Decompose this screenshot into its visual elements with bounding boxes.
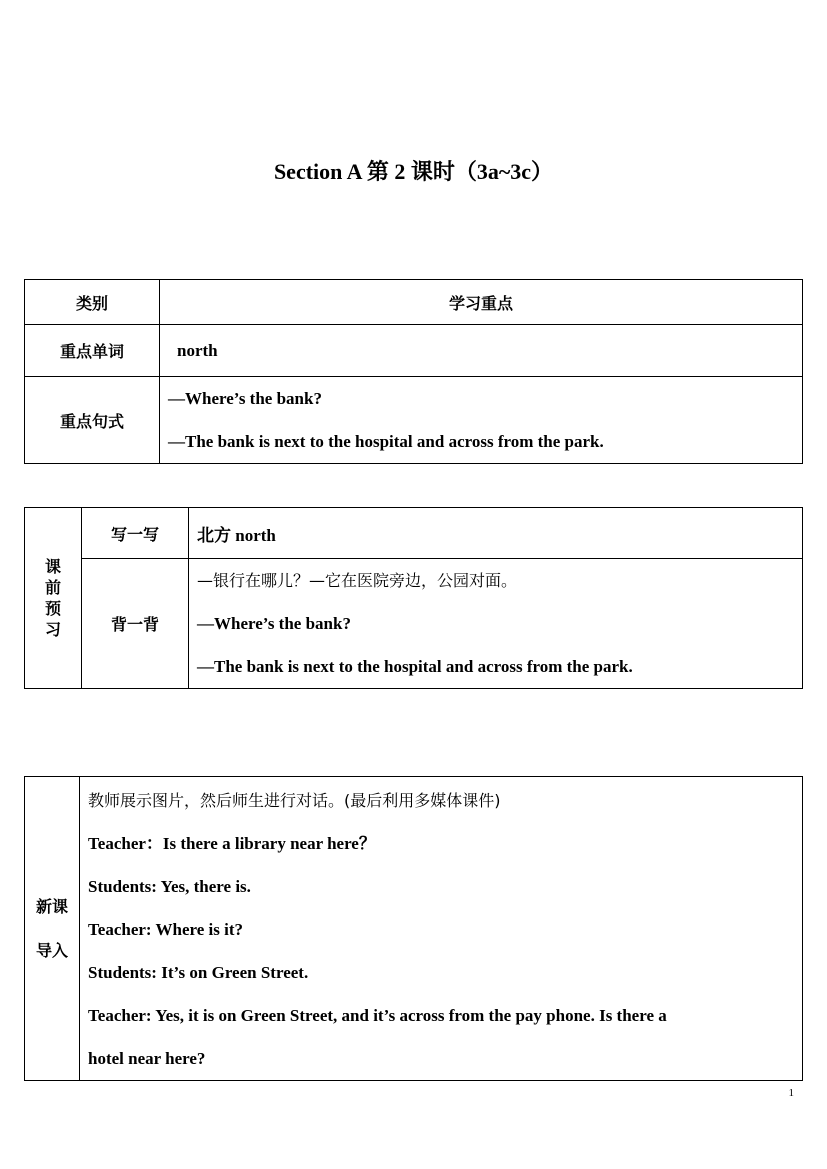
section-char: 课 [44,557,61,576]
intro-line: Students: It’s on Green Street. [88,963,309,982]
table-row [25,325,803,377]
table-row [25,559,803,689]
intro-line: Teacher：Is there a library near here？ [88,834,376,853]
section-label-line: 新课 [35,896,68,916]
intro-content [80,777,803,1081]
recite-line: —Where’s the bank? [197,614,351,633]
row-content-sentences [160,377,803,464]
row-content-words: north [160,325,803,377]
row-label-write: 写一写 [82,508,189,559]
header-focus: 学习重点 [160,280,803,325]
intro-line: Teacher: Yes, it is on Green Street, and it’s across from the pay phone. Is there a [88,1006,667,1025]
table-row [25,377,803,464]
intro-line: Teacher: Where is it? [88,920,244,939]
row-label-recite: 背一背 [82,559,189,689]
intro-line: Students: Yes, there is. [88,877,251,896]
table-header-row [25,280,803,325]
row-label-sentences: 重点句式 [25,377,160,464]
intro-line: 教师展示图片，然后师生进行对话。(最后利用多媒体课件) [88,791,501,810]
sentence-line: —The bank is next to the hospital and across from the park. [168,432,604,451]
row-content-write: 北方 north [189,508,803,559]
header-category: 类别 [25,280,160,325]
section-label-intro [25,777,80,1081]
recite-line: —The bank is next to the hospital and across from the park. [197,657,633,676]
table-row [25,508,803,559]
row-content-recite [189,559,803,689]
intro-line: hotel near here? [88,1049,206,1068]
section-label-line: 导入 [35,940,68,960]
section-char: 习 [44,620,61,639]
section-label-preview [25,508,82,689]
table-row [25,777,803,1081]
section-char: 前 [44,578,61,597]
page-number: 1 [788,1087,794,1099]
recite-line-cn: —银行在哪儿？—它在医院旁边，公园对面。 [197,571,518,590]
page-title: Section A 第 2 课时（3a~3c） [273,159,554,184]
preview-table [24,507,803,689]
focus-table [24,279,803,464]
section-char: 预 [44,599,61,618]
intro-table [24,776,803,1081]
row-label-words: 重点单词 [25,325,160,377]
sentence-line: —Where’s the bank? [168,389,322,408]
